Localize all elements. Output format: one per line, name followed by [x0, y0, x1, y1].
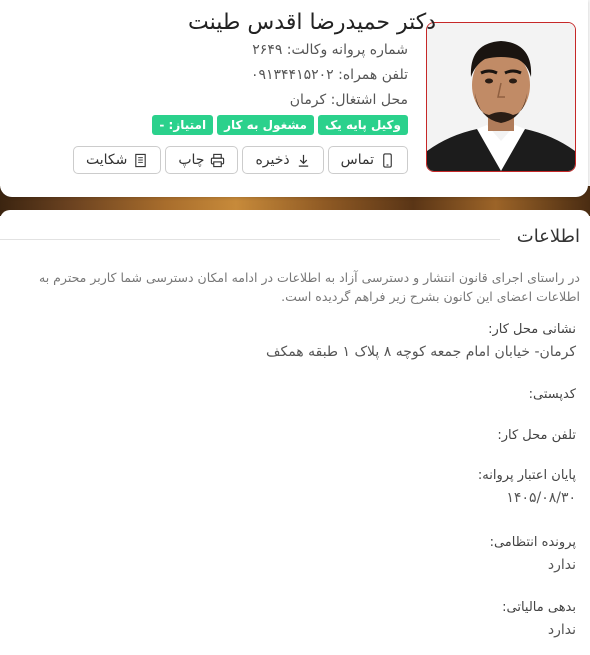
- postal-code-label: کدپستی:: [528, 387, 576, 402]
- action-buttons: [73, 146, 408, 174]
- tax-debt-label: بدهی مالیاتی:: [502, 600, 576, 615]
- license-number: شماره پروانه وکالت: ۲۶۴۹: [252, 42, 408, 58]
- document-icon: [133, 153, 148, 168]
- badge-rating: امتیاز: -: [152, 115, 213, 135]
- phone-icon: [380, 153, 395, 168]
- address-label: نشانی محل کار:: [488, 322, 576, 337]
- printer-icon: [210, 153, 225, 168]
- avatar-illustration: [427, 23, 575, 171]
- badge-grade: وکیل پایه یک: [318, 115, 408, 135]
- lawyer-photo: [426, 22, 576, 172]
- tax-debt-value: ندارد: [547, 622, 576, 638]
- save-button[interactable]: [242, 146, 323, 174]
- download-icon: [296, 153, 311, 168]
- complaint-button[interactable]: [73, 146, 161, 174]
- print-label: چاپ: [178, 152, 205, 168]
- contact-button[interactable]: [328, 146, 408, 174]
- status-badges: [152, 115, 408, 135]
- complaint-label: شکایت: [85, 152, 128, 168]
- mobile-number: تلفن همراه: ۰۹۱۳۴۴۱۵۲۰۲: [250, 67, 408, 83]
- license-expiry-label: پایان اعتبار پروانه:: [477, 468, 576, 483]
- section-divider: [0, 239, 500, 240]
- office-phone-label: تلفن محل کار:: [497, 428, 576, 443]
- contact-label: تماس: [340, 152, 374, 168]
- license-expiry-value: ۱۴۰۵/۰۸/۳۰: [506, 490, 576, 506]
- intro-text: در راستای اجرای قانون انتشار و دسترسی آزاد به اطلاعات در ادامه امکان دسترسی شما کاربر محترم به اطلاعات اعضای این کانون بشرح زیر فراهم گردیده است.: [39, 270, 580, 304]
- badge-status: مشغول به کار: [217, 115, 314, 135]
- profile-card: [0, 0, 588, 197]
- save-label: ذخیره: [255, 152, 290, 168]
- lawyer-name: دکتر حمیدرضا اقدس طینت: [188, 10, 436, 35]
- disciplinary-record-value: ندارد: [547, 557, 576, 573]
- section-title: اطلاعات: [507, 226, 580, 247]
- print-button[interactable]: [165, 146, 238, 174]
- work-location: محل اشتغال: کرمان: [289, 92, 408, 108]
- address-value: کرمان- خیابان امام جمعه کوچه ۸ پلاک ۱ طبقه همکف: [265, 344, 576, 360]
- disciplinary-record-label: پرونده انتظامی:: [489, 535, 576, 550]
- info-panel: [0, 210, 590, 655]
